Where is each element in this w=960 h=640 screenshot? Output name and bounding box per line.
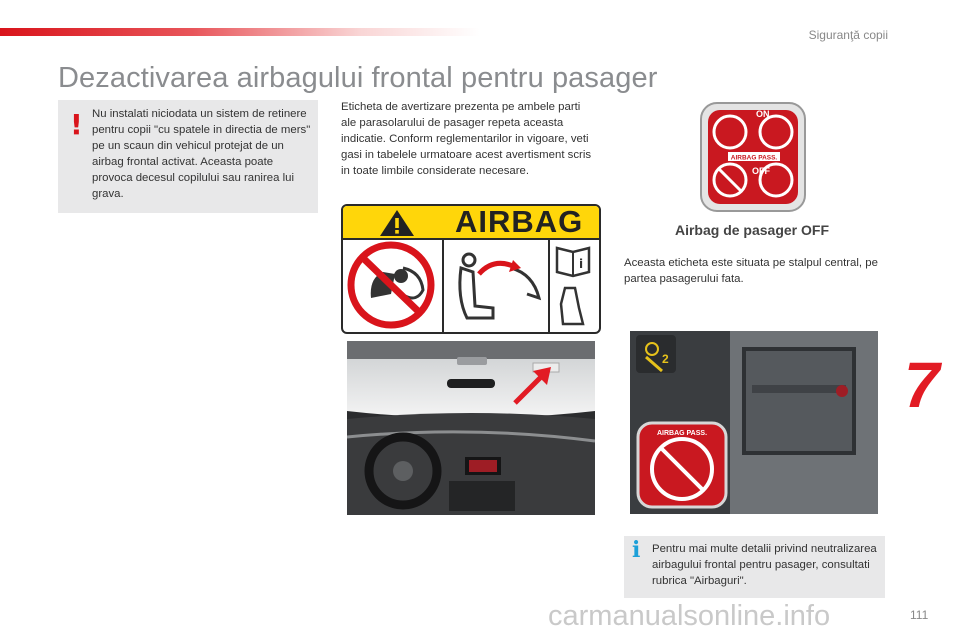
svg-text:2: 2 — [662, 352, 669, 366]
body-paragraph: Eticheta de avertizare prezenta pe ambele parti ale parasolarului de pasager repeta aceasta indicatie. Conform reglementarilor in vigoare, veti gasi in tabelele urmatoare acest avertisment scris in toate limbile considerate necesare. — [341, 101, 592, 177]
sticker-text: AIRBAG PASS. — [656, 430, 708, 437]
emblem-off-text: OFF — [752, 166, 770, 176]
warning-triangle-icon — [379, 209, 415, 237]
dashboard-photo — [347, 341, 595, 515]
section-title: Siguranţă copii — [808, 28, 888, 42]
airbag-warning-label — [341, 204, 601, 334]
page-title: Dezactivarea airbagului frontal pentru pasager — [58, 62, 658, 94]
info-icon: i — [632, 537, 641, 563]
airbag-label-band — [343, 206, 599, 240]
warning-text: Nu instalati niciodata un sistem de retinere pentru copii "cu spatele in directia de mers" pe un scaun din vehicul protejat de un airbag frontal activat. Aceasta poate provoca decesul copilului sau ranirea lui grava. — [92, 108, 311, 200]
airbag-label-heading: AIRBAG — [455, 204, 584, 239]
no-rear-facing-seat-icon — [351, 245, 431, 325]
info-text: Pentru mai multe detalii privind neutralizarea airbagului frontal pentru pasager, consultati rubrica "Airbaguri". — [652, 543, 877, 587]
page-number: 111 — [910, 608, 929, 622]
airbag-off-description: Aceasta eticheta este situata pe stalpul central, pe partea pasagerului fata. — [624, 257, 878, 285]
header-accent-bar — [0, 28, 480, 36]
airbag-off-title: Airbag de pasager OFF — [674, 222, 830, 238]
svg-text:i: i — [579, 257, 584, 271]
chapter-number: 7 — [904, 349, 940, 421]
emblem-on-text: ON — [756, 109, 770, 119]
pillar-label-photo — [630, 331, 878, 514]
manual-book-icon — [557, 248, 589, 324]
airbag-off-emblem — [700, 102, 806, 212]
watermark-text: carmanualsonline.info — [548, 600, 831, 632]
seat-airbag-icon — [460, 254, 539, 318]
emblem-pass-text: AIRBAG PASS. — [730, 154, 778, 162]
exclamation-icon: ! — [70, 108, 83, 141]
airbag-label-pictograms — [343, 238, 599, 332]
